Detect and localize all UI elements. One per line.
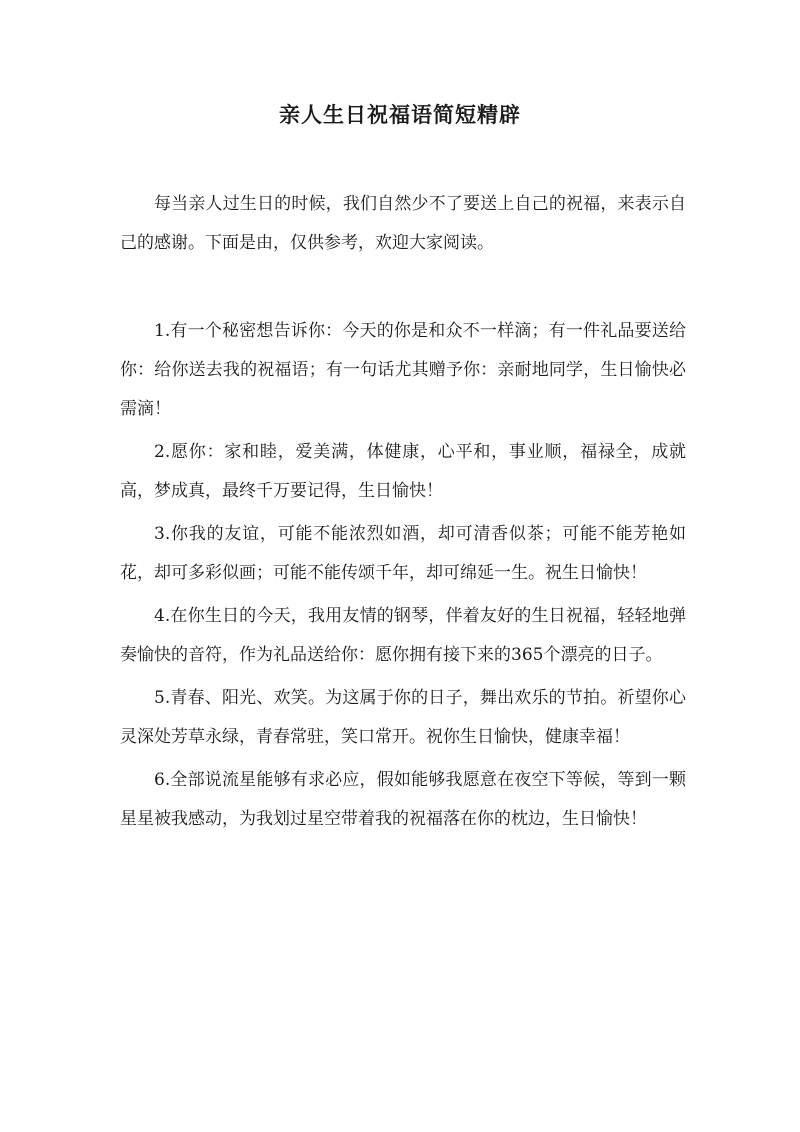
wish-item-4: 4.在你生日的今天，我用友情的钢琴，伴着友好的生日祝福，轻轻地弹奏愉快的音符，作为礼品送给你：愿你拥有接下来的365个漂亮的日子。 [120, 606, 686, 665]
wish-item-5: 5.青春、阳光、欢笑。为这属于你的日子，舞出欢乐的节拍。祈望你心灵深处芳草永绿，青春常驻，笑口常开。祝你生日愉快，健康幸福！ [120, 688, 686, 747]
document-title: 亲人生日祝福语简短精辟 [279, 102, 521, 127]
wish-item-6: 6.全部说流星能够有求必应，假如能够我愿意在夜空下等候，等到一颗星星被我感动，为我划过星空带着我的祝福落在你的枕边，生日愉快！ [120, 770, 686, 829]
intro-section [120, 185, 686, 263]
wish-item-3: 3.你我的友谊，可能不能浓烈如酒，却可清香似茶；可能不能芳艳如花，却可多彩似画；可能不能传颂千年，却可绵延一生。祝生日愉快！ [120, 524, 686, 583]
wish-item-2: 2.愿你：家和睦，爱美满，体健康，心平和，事业顺，福禄全，成就高，梦成真，最终千万要记得，生日愉快！ [120, 442, 686, 501]
wishes-list [120, 312, 686, 843]
intro-paragraph: 每当亲人过生日的时候，我们自然少不了要送上自己的祝福，来表示自己的感谢。下面是由，仅供参考，欢迎大家阅读。 [120, 194, 686, 253]
wish-item-1: 1.有一个秘密想告诉你：今天的你是和众不一样滴；有一件礼品要送给你：给你送去我的祝福语；有一句话尤其赠予你：亲耐地同学，生日愉快必需滴！ [120, 321, 686, 419]
